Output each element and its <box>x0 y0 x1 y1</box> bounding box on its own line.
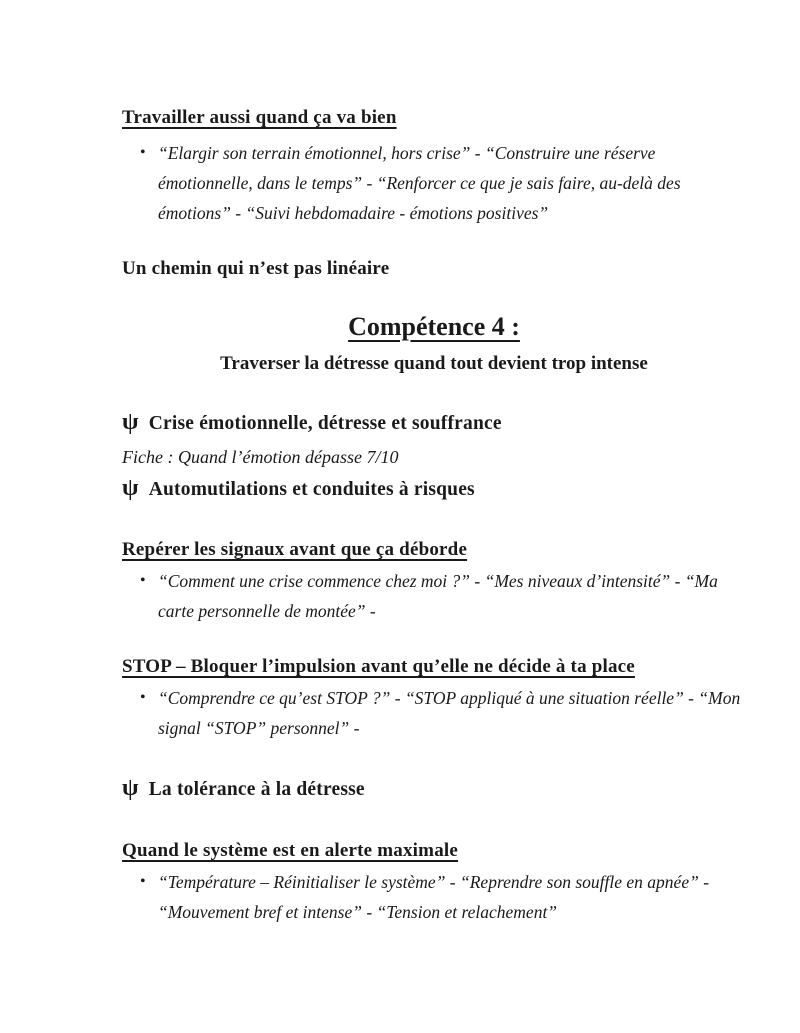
document-content <box>122 0 746 927</box>
psi-heading-crise <box>122 407 746 439</box>
competence-title: Compétence 4 : <box>348 312 520 341</box>
bullet-text-alerte: “Température – Réinitialiser le système” - “Reprendre son souffle en apnée” - “Mouvement bref et intense” - “Tension et relachement” <box>158 872 710 922</box>
psi-icon: ψ <box>122 475 139 501</box>
psi-heading-automutilations <box>122 473 746 505</box>
bullet-item-alerte <box>122 867 746 927</box>
bullet-item-reperer <box>122 566 746 626</box>
bullet-text-travailler: “Elargir son terrain émotionnel, hors crise” - “Construire une réserve émotionnelle, dans le temps” - “Renforcer ce que je sais faire, au-delà des émotions” - “Suivi hebdomadaire - émotions positives” <box>158 143 681 223</box>
heading-alerte: Quand le système est en alerte maximale <box>122 840 459 861</box>
bullet-item-stop <box>122 683 746 743</box>
heading-reperer: Repérer les signaux avant que ça déborde <box>122 539 468 560</box>
bullet-text-reperer: “Comment une crise commence chez moi ?” - “Mes niveaux d’intensité” - “Ma carte personnelle de montée” - <box>158 571 718 621</box>
bullet-marker-icon: • <box>140 144 146 161</box>
bullet-text-stop: “Comprendre ce qu’est STOP ?” - “STOP appliqué à une situation réelle” - “Mon signal “STOP” personnel” - <box>158 688 741 738</box>
fiche-note: Fiche : Quand l’émotion dépasse 7/10 <box>122 447 399 467</box>
heading-stop: STOP – Bloquer l’impulsion avant qu’elle ne décide à ta place <box>122 656 635 677</box>
bullet-item-travailler <box>122 138 746 228</box>
bullet-marker-icon: • <box>140 873 146 890</box>
bullet-marker-icon: • <box>140 689 146 706</box>
competence-subtitle: Traverser la détresse quand tout devient trop intense <box>220 353 648 374</box>
psi-icon: ψ <box>122 775 139 801</box>
bullet-marker-icon: • <box>140 572 146 589</box>
psi-heading-crise-label: Crise émotionnelle, détresse et souffrance <box>148 413 502 434</box>
heading-travailler: Travailler aussi quand ça va bien <box>122 107 397 128</box>
psi-icon: ψ <box>122 409 139 435</box>
psi-heading-tolerance-label: La tolérance à la détresse <box>148 779 365 800</box>
heading-chemin: Un chemin qui n’est pas linéaire <box>122 258 390 279</box>
psi-heading-automutilations-label: Automutilations et conduites à risques <box>148 479 475 500</box>
psi-heading-tolerance <box>122 773 746 805</box>
